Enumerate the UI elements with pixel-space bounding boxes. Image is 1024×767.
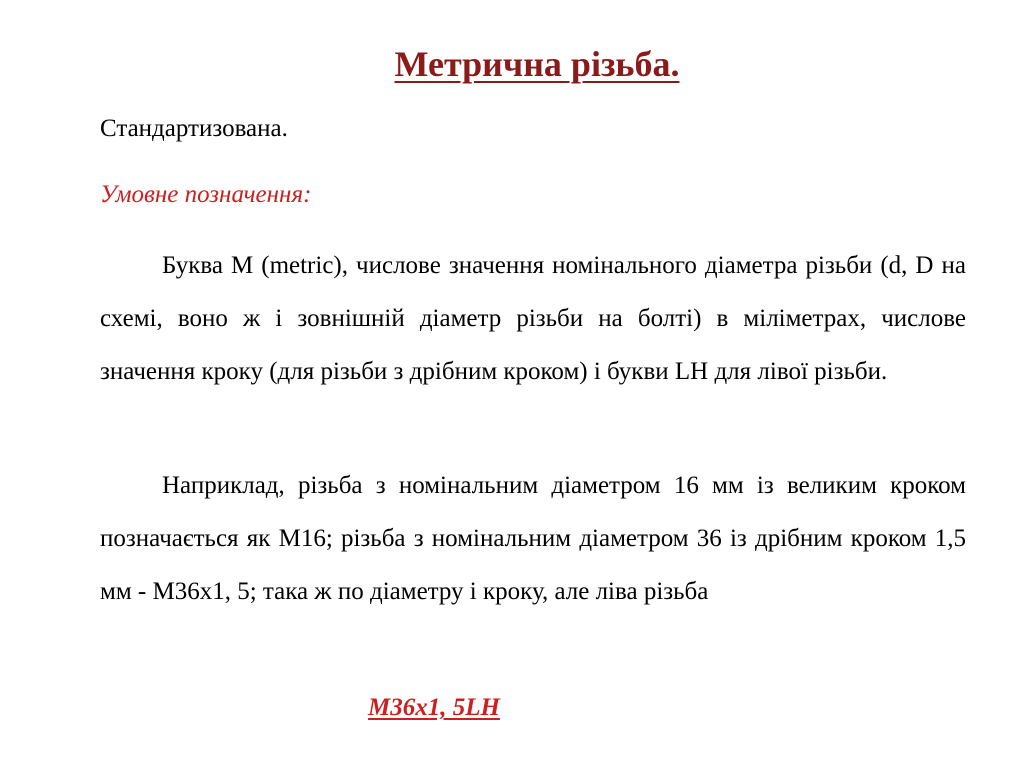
- designation-label: Умовне позначення:: [100, 181, 312, 208]
- slide-title: Метрична різьба.: [394, 44, 680, 84]
- standardized-text: Стандартизована.: [100, 115, 288, 142]
- example-designation: М36х1, 5LH: [368, 694, 500, 721]
- paragraph-designation-rule: Буква М (metric), числове значення номінального діаметра різьби (d, D на схемі, воно ж і зовнішній діаметр різьби на болті) в міліметрах, числове значення кроку (для різьби з дрібним кроком) і букви LH для лівої різьби.: [100, 252, 966, 385]
- paragraph-example: Наприклад, різьба з номінальним діаметром 16 мм із великим кроком позначається як М16; різьба з номінальним діаметром 36 із дрібним кроком 1,5 мм - М36х1, 5; така ж по діаметру і кроку, але ліва різьба: [100, 472, 966, 605]
